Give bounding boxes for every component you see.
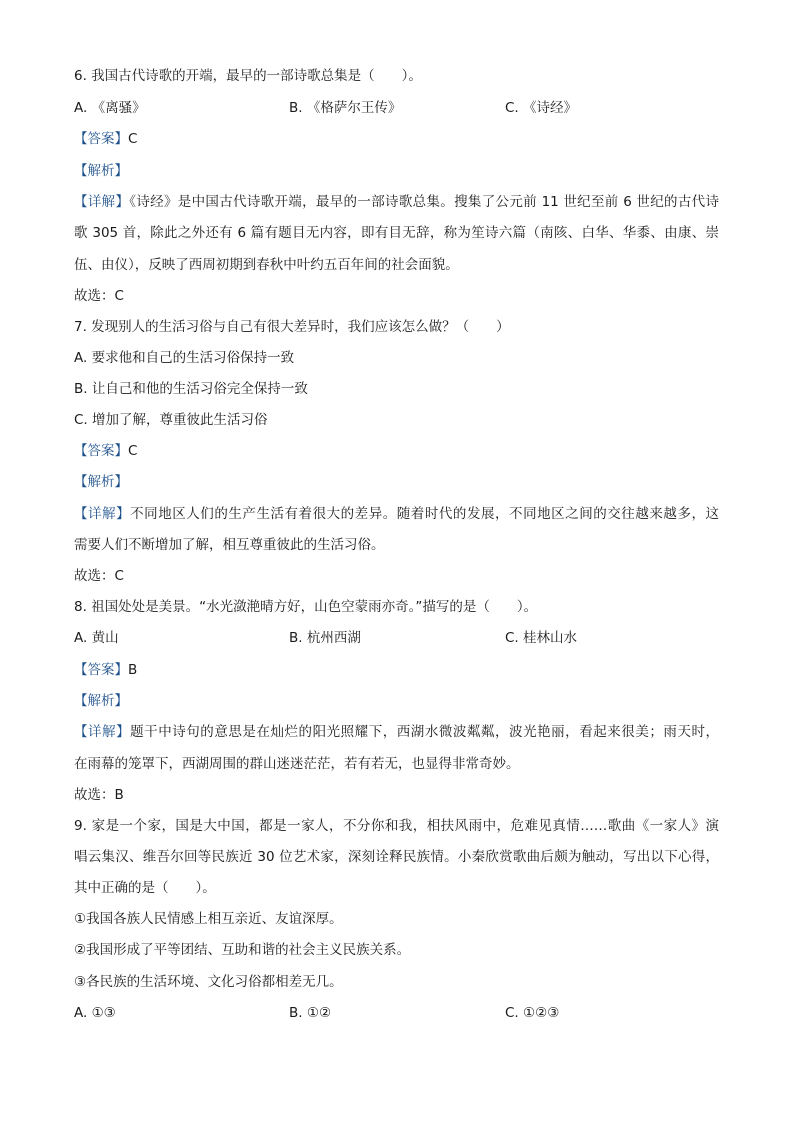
q9-stem-line-3: 其中正确的是（ ）。: [74, 880, 216, 896]
q6-detail-line-1: [74, 192, 719, 212]
q8-analysis-tag: 【解析】: [74, 693, 128, 709]
q6-detail-line-2: 歌 305 首，除此之外还有 6 篇有题目无内容，即有目无辞，称为笙诗六篇（南陔、白华、华黍、由康、崇: [74, 225, 719, 241]
q8-detail-line-2: 在雨幕的笼罩下，西湖周围的群山迷迷茫茫，若有若无，也显得非常奇妙。: [74, 756, 520, 772]
q8-option-a: A. 黄山: [74, 630, 119, 646]
q7-answer: [74, 441, 137, 461]
q6-option-a: A. 《离骚》: [74, 100, 146, 116]
q6-option-c: C. 《诗经》: [505, 100, 578, 116]
answer-value: C: [128, 443, 138, 459]
q6-detail-line-3: 伍、由仪），反映了西周初期到春秋中叶约五百年间的社会面貌。: [74, 257, 459, 273]
q6-option-b: B. 《格萨尔王传》: [289, 100, 402, 116]
q9-stem-line-2: 唱云集汉、维吾尔回等民族近 30 位艺术家，深刻诠释民族情。小秦欣赏歌曲后颇为触动，写出以下心得，: [74, 849, 719, 865]
q9-stem-line-1: 9. 家是一个家，国是大中国，都是一家人，不分你和我，相扶风雨中，危难见真情……歌曲《一家人》演: [74, 818, 719, 834]
answer-tag: 【答案】: [74, 662, 128, 678]
q8-option-c: C. 桂林山水: [505, 630, 578, 646]
q7-option-a: A. 要求他和自己的生活习俗保持一致: [74, 350, 295, 366]
q7-analysis-tag: 【解析】: [74, 474, 128, 490]
detail-text: 《诗经》是中国古代诗歌开端，最早的一部诗歌总集。搜集了公元前 11 世纪至前 6 世纪的古代诗: [129, 194, 719, 210]
q9-statement-3: ③各民族的生活环境、文化习俗都相差无几。: [74, 974, 343, 990]
detail-text: 不同地区人们的生产生活有着很大的差异。随着时代的发展，不同地区之间的交往越来越多，这: [130, 506, 720, 522]
q6-choice: 故选：C: [74, 288, 124, 304]
q9-option-a: A. ①③: [74, 1005, 116, 1021]
q7-stem: 7. 发现别人的生活习俗与自己有很大差异时，我们应该怎么做？（ ）: [74, 319, 510, 335]
answer-value: B: [128, 662, 138, 678]
q7-option-b: B. 让自己和他的生活习俗完全保持一致: [74, 381, 308, 397]
q8-answer: [74, 660, 137, 680]
q8-stem: 8. 祖国处处是美景。“水光潋滟晴方好，山色空蒙雨亦奇。”描写的是（ ）。: [74, 599, 538, 615]
detail-tag: 【详解】: [74, 506, 131, 522]
q7-choice: 故选：C: [74, 568, 124, 584]
q9-statement-1: ①我国各族人民情感上相互亲近、友谊深厚。: [74, 911, 343, 927]
detail-tag: 【详解】: [74, 724, 131, 740]
q6-stem: 6. 我国古代诗歌的开端，最早的一部诗歌总集是（ ）。: [74, 68, 422, 84]
q6-answer: [74, 129, 137, 149]
q8-choice: 故选：B: [74, 787, 124, 803]
q6-analysis-tag: 【解析】: [74, 163, 128, 179]
q9-statement-2: ②我国形成了平等团结、互助和谐的社会主义民族关系。: [74, 942, 411, 958]
q9-option-b: B. ①②: [289, 1005, 332, 1021]
detail-text: 题干中诗句的意思是在灿烂的阳光照耀下，西湖水微波粼粼，波光艳丽，看起来很美；雨天时，: [130, 724, 720, 740]
answer-tag: 【答案】: [74, 443, 128, 459]
q8-option-b: B. 杭州西湖: [289, 630, 361, 646]
q9-option-c: C. ①②③: [505, 1005, 560, 1021]
q8-detail-line-1: [74, 722, 719, 742]
answer-tag: 【答案】: [74, 131, 128, 147]
detail-tag: 【详解】: [74, 194, 130, 210]
q7-detail-line-2: 需要人们不断增加了解，相互尊重彼此的生活习俗。: [74, 537, 385, 553]
q7-detail-line-1: [74, 504, 719, 524]
q7-option-c: C. 增加了解，尊重彼此生活习俗: [74, 412, 268, 428]
answer-value: C: [128, 131, 138, 147]
